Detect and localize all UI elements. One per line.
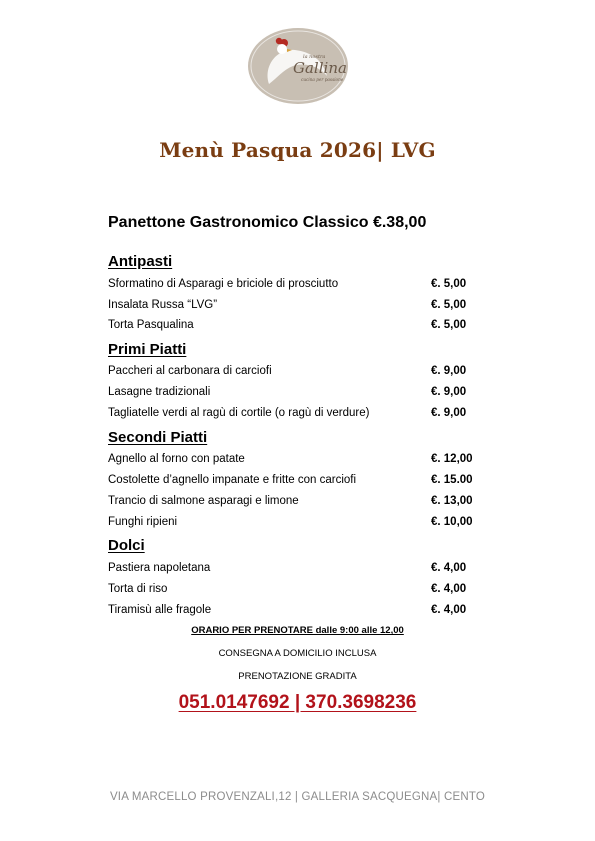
item-name: Insalata Russa “LVG”: [108, 299, 218, 311]
menu-item: [108, 495, 478, 511]
menu-item: [108, 516, 478, 532]
section-title-primi: Primi Piatti: [108, 341, 187, 358]
item-price: €. 4,00: [431, 604, 467, 616]
section-title-secondi: Secondi Piatti: [108, 429, 208, 446]
item-name: Sformatino di Asparagi e briciole di prosciutto: [108, 278, 339, 290]
item-name: Tiramisù alle fragole: [108, 604, 212, 616]
item-price: €. 4,00: [431, 562, 467, 574]
menu-item: [108, 278, 478, 294]
item-name: Tagliatelle verdi al ragù di cortile (o ragù di verdure): [108, 407, 370, 419]
section-title-dolci: Dolci: [108, 537, 145, 554]
booking-hours: ORARIO PER PRENOTARE dalle 9:00 alle 12,00: [191, 625, 404, 636]
section-title-antipasti: Antipasti: [108, 253, 173, 270]
menu-item: [108, 365, 478, 381]
item-name: Funghi ripieni: [108, 516, 178, 528]
item-name: Pastiera napoletana: [108, 562, 211, 574]
logo-line2: cucina per passione: [301, 77, 344, 82]
item-price: €. 4,00: [431, 583, 467, 595]
menu-item: [108, 562, 478, 578]
booking-note: PRENOTAZIONE GRADITA: [238, 671, 357, 682]
item-price: €. 15.00: [431, 474, 473, 486]
item-name: Torta Pasqualina: [108, 319, 194, 331]
page-title: Menù Pasqua 2026| LVG: [159, 138, 436, 162]
item-price: €. 5,00: [431, 299, 467, 311]
phone-numbers[interactable]: 051.0147692 | 370.3698236: [178, 692, 417, 713]
menu-item: [108, 299, 478, 315]
menu-item: [108, 583, 478, 599]
menu-item: [108, 604, 478, 620]
logo-line1: la nostra: [303, 54, 326, 60]
menu-item: [108, 407, 478, 423]
item-price: €. 5,00: [431, 278, 467, 290]
hen-logo-icon: [247, 26, 349, 106]
item-name: Torta di riso: [108, 583, 168, 595]
item-price: €. 5,00: [431, 319, 467, 331]
menu-item: [108, 386, 478, 402]
menu-item: [108, 474, 478, 490]
item-price: €. 12,00: [431, 453, 473, 465]
delivery-note: CONSEGNA A DOMICILIO INCLUSA: [218, 648, 377, 659]
panettone-offer: Panettone Gastronomico Classico €.38,00: [108, 214, 427, 231]
menu-item: [108, 453, 478, 469]
item-name: Paccheri al carbonara di carciofi: [108, 365, 272, 377]
logo: [247, 26, 349, 106]
item-price: €. 9,00: [431, 407, 467, 419]
item-name: Costolette d’agnello impanate e fritte con carciofi: [108, 474, 357, 486]
item-price: €. 9,00: [431, 365, 467, 377]
menu-item: [108, 319, 478, 335]
item-price: €. 13,00: [431, 495, 473, 507]
logo-brand: Gallina: [293, 59, 347, 77]
item-name: Lasagne tradizionali: [108, 386, 211, 398]
item-name: Trancio di salmone asparagi e limone: [108, 495, 299, 507]
item-price: €. 10,00: [431, 516, 473, 528]
item-price: €. 9,00: [431, 386, 467, 398]
address: VIA MARCELLO PROVENZALI,12 | GALLERIA SACQUEGNA| CENTO: [109, 791, 486, 803]
item-name: Agnello al forno con patate: [108, 453, 245, 465]
